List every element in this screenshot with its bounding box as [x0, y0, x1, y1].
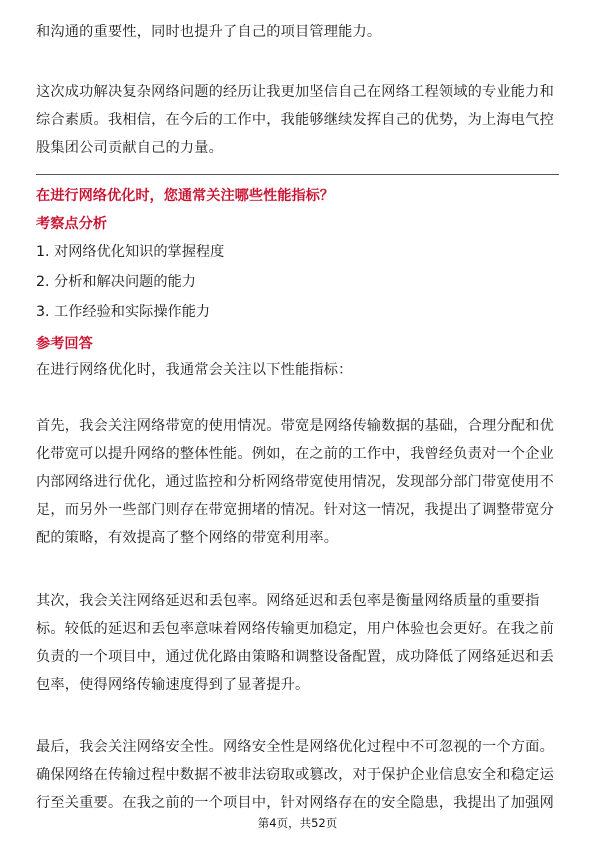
paragraph-line: 包率，使得网络传输速度得到了显著提升。 [36, 677, 310, 693]
intro-paragraph-2 [36, 78, 559, 162]
analysis-list [36, 238, 559, 326]
list-item: 1. 对网络优化知识的掌握程度 [36, 244, 225, 260]
paragraph-line: 确保网络在传输过程中数据不被非法窃取或篡改，对于保护企业信息安全和稳定运 [36, 767, 554, 783]
answer-intro: 在进行网络优化时，我通常会关注以下性能指标： [36, 362, 353, 378]
paragraph-line: 行至关重要。在我之前的一个项目中，针对网络存在的安全隐患，我提出了加强网 [36, 795, 554, 811]
list-item: 3. 工作经验和实际操作能力 [36, 304, 211, 320]
paragraph-line: 首先，我会关注网络带宽的使用情况。带宽是网络传输数据的基础，合理分配和优 [36, 418, 554, 434]
intro-paragraph-2-line: 这次成功解决复杂网络问题的经历让我更加坚信自己在网络工程领域的专业能力和 [36, 84, 554, 100]
analysis-heading: 考察点分析 [36, 216, 107, 232]
list-item: 2. 分析和解决问题的能力 [36, 274, 196, 290]
paragraph-line: 其次，我会关注网络延迟和丢包率。网络延迟和丢包率是衡量网络质量的重要指 [36, 593, 540, 609]
paragraph-line: 标。较低的延迟和丢包率意味着网络传输更加稳定，用户体验也会更好。在我之前 [36, 621, 554, 637]
paragraph-line: 足，而另外一些部门则存在带宽拥堵的情况。针对这一情况，我提出了调整带宽分 [36, 502, 554, 518]
answer-paragraph-1 [36, 412, 559, 552]
answer-paragraph-2 [36, 587, 559, 699]
paragraph-line: 内部网络进行优化，通过监控和分析网络带宽使用情况，发现部分部门带宽使用不 [36, 474, 554, 490]
paragraph-line: 负责的一个项目中，通过优化路由策略和调整设备配置，成功降低了网络延迟和丢 [36, 649, 554, 665]
question-heading: 在进行网络优化时，您通常关注哪些性能指标？ [36, 188, 334, 204]
paragraph-line: 配的策略，有效提高了整个网络的带宽利用率。 [36, 530, 339, 546]
intro-paragraph-1-line: 和沟通的重要性，同时也提升了自己的项目管理能力。 [36, 24, 382, 40]
paragraph-line: 最后，我会关注网络安全性。网络安全性是网络优化过程中不可忽视的一个方面。 [36, 739, 554, 755]
intro-paragraph-2-line: 股集团公司贡献自己的力量。 [36, 140, 224, 156]
intro-paragraph-2-line: 综合素质。我相信，在今后的工作中，我能够继续发挥自己的优势，为上海电气控 [36, 112, 554, 128]
section-divider [36, 174, 559, 175]
answer-paragraph-3 [36, 733, 559, 817]
answer-heading: 参考回答 [36, 336, 93, 352]
paragraph-line: 化带宽可以提升网络的整体性能。例如，在之前的工作中，我曾经负责对一个企业 [36, 446, 554, 462]
page-footer: 第4页，共52页 [257, 816, 338, 830]
